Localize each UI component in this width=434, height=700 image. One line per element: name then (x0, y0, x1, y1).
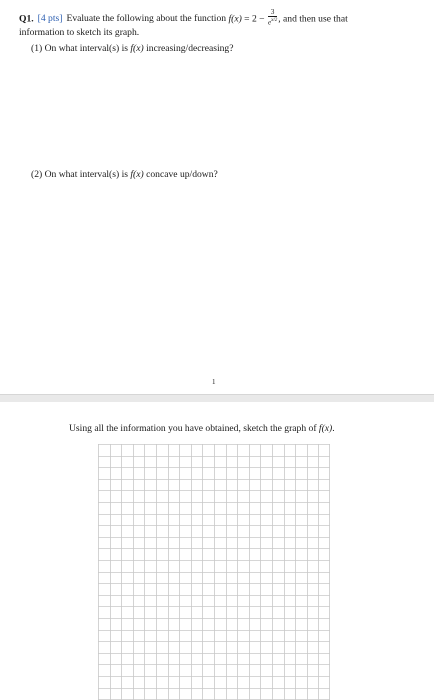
sketch-function: f(x) (318, 423, 333, 434)
part-1-suffix: increasing/decreasing? (146, 43, 234, 54)
graph-grid[interactable] (98, 444, 330, 700)
part-1-prefix: (1) On what interval(s) is (31, 43, 128, 54)
fraction-denominator-base: e (268, 18, 272, 27)
question-intro: Evaluate the following about the function (66, 13, 227, 25)
part-1-function: f(x) (130, 43, 144, 54)
fraction-numerator: 3 (268, 8, 277, 17)
part-1-question (31, 42, 234, 55)
function-fraction (268, 8, 277, 26)
function-equals: = 2 − (241, 13, 267, 25)
part-2-prefix: (2) On what interval(s) is (31, 169, 128, 180)
function-lhs: f(x) (228, 13, 242, 25)
fraction-denominator-exponent: x/2 (271, 18, 278, 23)
sketch-prompt-text: Using all the information you have obtained, sketch the graph of (69, 423, 317, 434)
part-2-function: f(x) (130, 169, 144, 180)
fraction-denominator (268, 17, 277, 26)
question-number: Q1. (19, 13, 34, 25)
sketch-prompt-end: . (332, 423, 335, 434)
page-number: 1 (212, 378, 216, 386)
part-2-suffix: concave up/down? (146, 169, 218, 180)
question-line-2: information to sketch its graph. (19, 27, 140, 38)
question-outro: , and then use that (278, 13, 348, 25)
points-label: [4 pts] (37, 13, 63, 25)
part-2-question (31, 168, 218, 181)
graph-grid-lines (98, 444, 330, 700)
sketch-prompt (69, 422, 335, 435)
page-2 (0, 402, 434, 700)
